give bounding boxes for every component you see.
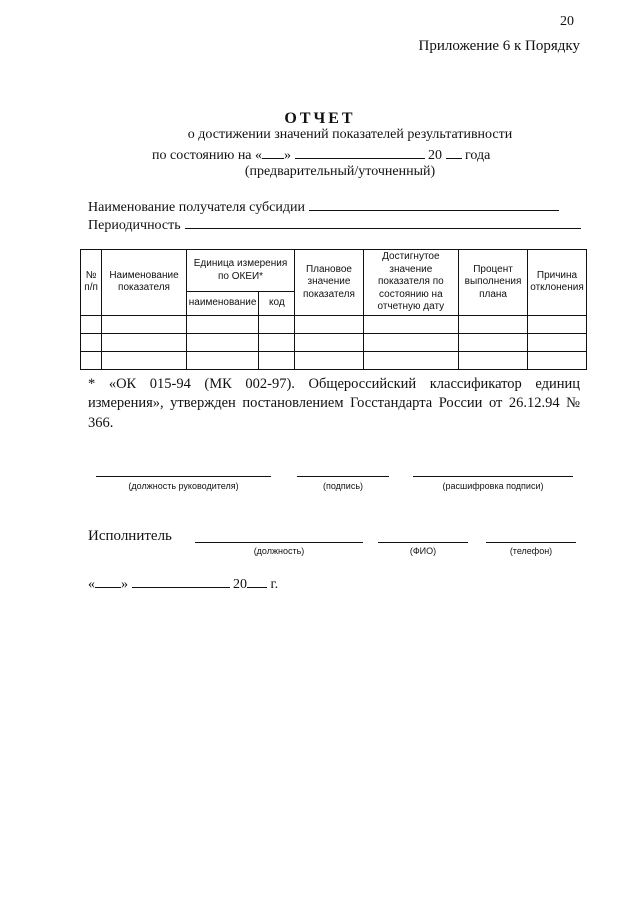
as-of-month-blank[interactable]	[295, 146, 425, 159]
header-percent: Процент выполнения плана	[459, 250, 528, 316]
header-reason: Причина отклонения	[528, 250, 587, 316]
table-cell[interactable]	[363, 315, 458, 333]
table-cell[interactable]	[81, 315, 102, 333]
date-close-quote: »	[121, 577, 128, 592]
header-indicator: Наименование показателя	[102, 250, 187, 316]
executor-name-caption: (ФИО)	[409, 546, 437, 556]
report-subtitle: о достижении значений показателей результативности	[187, 127, 513, 142]
head-position-line[interactable]	[96, 476, 271, 477]
executor-position-line[interactable]	[195, 542, 363, 543]
table-row	[81, 351, 587, 369]
as-of-year-blank[interactable]	[446, 146, 462, 159]
date-open-quote: «	[88, 577, 95, 592]
as-of-suffix: года	[465, 148, 491, 163]
executor-position-caption: (должность)	[253, 546, 305, 556]
table-row	[81, 315, 587, 333]
head-signature-line[interactable]	[297, 476, 389, 477]
header-unit-group: Единица измерения по ОКЕИ*	[186, 250, 294, 292]
table-cell[interactable]	[363, 351, 458, 369]
header-achieved: Достигнутое значение показателя по состоянию на отчетную дату	[363, 250, 458, 316]
indicators-table	[80, 249, 587, 370]
as-of-prefix: по состоянию на «	[152, 148, 263, 163]
table-cell[interactable]	[259, 333, 295, 351]
executor-label: Исполнитель	[88, 528, 172, 544]
header-number: № п/п	[81, 250, 102, 316]
date-year-blank[interactable]	[247, 575, 267, 588]
report-title: ОТЧЕТ	[284, 110, 356, 127]
table-row	[81, 333, 587, 351]
periodicity-field	[88, 216, 581, 234]
recipient-field	[88, 198, 559, 216]
recipient-input-line[interactable]	[309, 198, 559, 211]
table-cell[interactable]	[295, 333, 363, 351]
table-cell[interactable]	[295, 315, 363, 333]
table-cell[interactable]	[528, 351, 587, 369]
table-cell[interactable]	[459, 315, 528, 333]
periodicity-input-line[interactable]	[185, 216, 581, 229]
head-decoding-line[interactable]	[413, 476, 573, 477]
table-cell[interactable]	[363, 333, 458, 351]
report-kind: (предварительный/уточненный)	[244, 164, 436, 179]
header-planned: Плановое значение показателя	[295, 250, 363, 316]
head-decoding-caption: (расшифровка подписи)	[442, 481, 544, 491]
as-of-date-line	[152, 146, 490, 164]
table-cell[interactable]	[186, 351, 259, 369]
executor-phone-line[interactable]	[486, 542, 576, 543]
table-cell[interactable]	[102, 351, 187, 369]
table-cell[interactable]	[295, 351, 363, 369]
signature-date-line	[88, 575, 278, 593]
page-number: 20	[560, 14, 574, 29]
periodicity-label: Периодичность	[88, 218, 181, 233]
table-cell[interactable]	[259, 315, 295, 333]
header-unit-name: наименование	[186, 292, 259, 315]
executor-name-line[interactable]	[378, 542, 468, 543]
as-of-year-prefix: 20	[428, 148, 443, 163]
executor-phone-caption: (телефон)	[509, 546, 553, 556]
date-day-blank[interactable]	[95, 575, 121, 588]
table-cell[interactable]	[528, 315, 587, 333]
date-month-blank[interactable]	[132, 575, 230, 588]
table-cell[interactable]	[186, 315, 259, 333]
table-cell[interactable]	[459, 333, 528, 351]
table-cell[interactable]	[81, 351, 102, 369]
head-signature-caption: (подпись)	[322, 481, 364, 491]
as-of-day-blank[interactable]	[262, 146, 284, 159]
table-cell[interactable]	[81, 333, 102, 351]
table-cell[interactable]	[102, 333, 187, 351]
okei-footnote: * «ОК 015-94 (МК 002-97). Общероссийский классификатор единиц измерения», утвержден постановлением Госстандарта России от 26.12.94 № 366.	[88, 376, 580, 431]
date-suffix: г.	[270, 577, 279, 592]
as-of-mid: »	[284, 148, 292, 163]
date-year-prefix: 20	[233, 577, 247, 592]
table-cell[interactable]	[186, 333, 259, 351]
table-cell[interactable]	[528, 333, 587, 351]
table-cell[interactable]	[459, 351, 528, 369]
recipient-label: Наименование получателя субсидии	[88, 200, 305, 215]
header-unit-code: код	[259, 292, 295, 315]
table-cell[interactable]	[102, 315, 187, 333]
table-cell[interactable]	[259, 351, 295, 369]
head-position-caption: (должность руководителя)	[128, 481, 239, 491]
appendix-reference: Приложение 6 к Порядку	[418, 38, 580, 54]
